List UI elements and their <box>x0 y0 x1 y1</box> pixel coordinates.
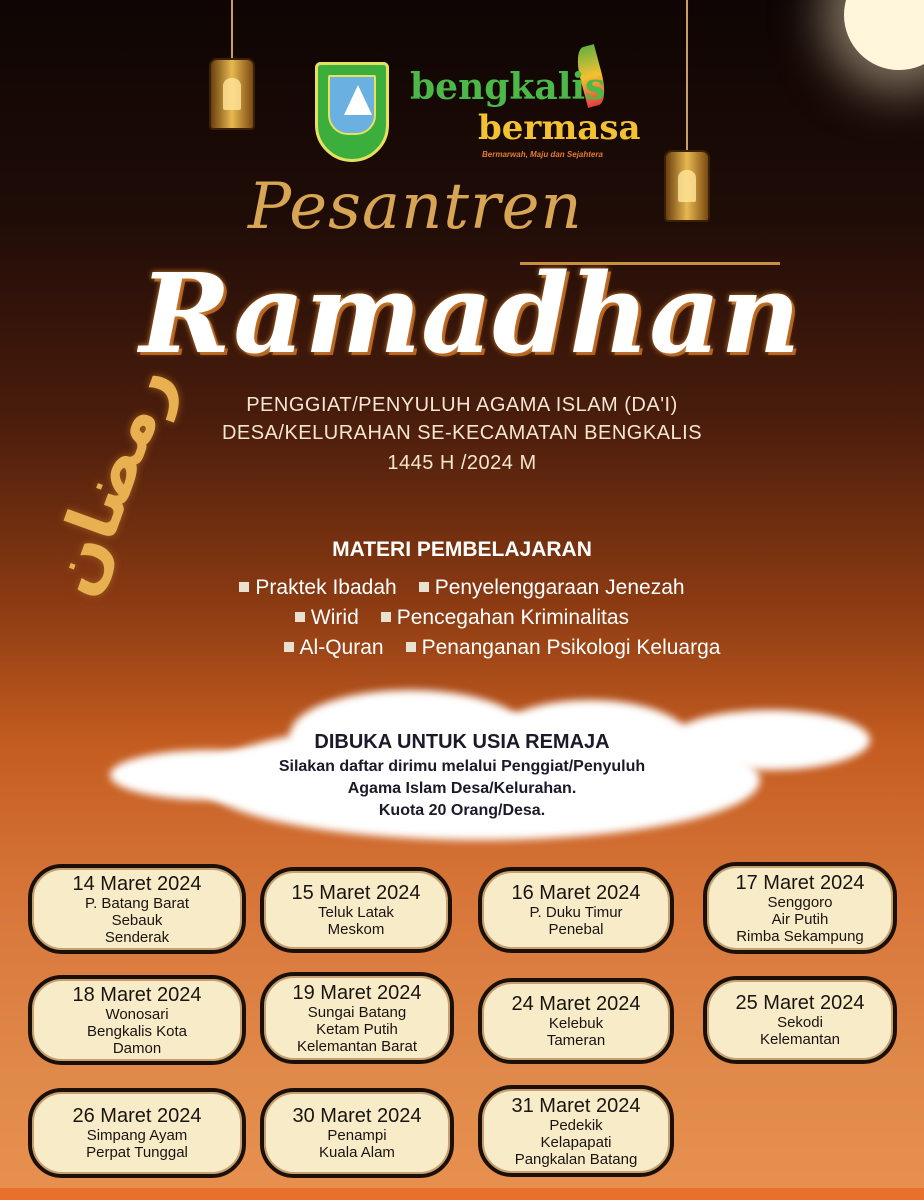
schedule-place: Wonosari <box>105 1005 169 1023</box>
notice-line: Silakan daftar dirimu melalui Penggiat/Penyuluh <box>278 758 646 775</box>
notice-line: Agama Islam Desa/Kelurahan. <box>347 780 577 797</box>
schedule-box <box>260 867 452 953</box>
schedule-place: Ketam Putih <box>316 1020 398 1038</box>
schedule-place: Sebauk <box>111 911 163 929</box>
subtitle-line: 1445 H /2024 M <box>387 452 537 474</box>
schedule-place: Pedekik <box>549 1116 603 1134</box>
schedule-place: Kelapapati <box>540 1133 612 1151</box>
schedule-date: 25 Maret 2024 <box>735 992 865 1014</box>
lantern-icon <box>207 0 257 130</box>
schedule-place: Senderak <box>104 928 170 946</box>
schedule-place: Damon <box>112 1039 162 1057</box>
materi-title: MATERI PEMBELAJARAN <box>332 538 592 561</box>
schedule-date: 24 Maret 2024 <box>511 993 641 1015</box>
schedule-place: Air Putih <box>771 910 829 928</box>
materi-item: Pencegahan Kriminalitas <box>381 605 629 630</box>
schedule-box <box>703 976 897 1064</box>
schedule-place: Teluk Latak <box>318 904 394 921</box>
schedule-place: Penampi <box>327 1127 387 1144</box>
schedule-place: Kelebuk <box>548 1015 604 1032</box>
schedule-date: 30 Maret 2024 <box>292 1105 422 1127</box>
schedule-place: Penebal <box>548 921 604 938</box>
moon-decoration <box>844 0 924 70</box>
schedule-box <box>260 972 454 1064</box>
materi-item: Wirid <box>295 605 359 630</box>
schedule-box <box>28 1088 246 1178</box>
schedule-date: 18 Maret 2024 <box>72 983 202 1006</box>
schedule-place: P. Batang Barat <box>85 894 189 912</box>
materi-item: Penyelenggaraan Jenezah <box>419 575 685 600</box>
subtitle-line: DESA/KELURAHAN SE-KECAMATAN BENGKALIS <box>221 422 703 444</box>
schedule-place: Pangkalan Batang <box>514 1150 638 1168</box>
schedule-box <box>478 867 674 953</box>
lantern-icon <box>662 0 712 222</box>
schedule-date: 15 Maret 2024 <box>291 882 421 904</box>
schedule-box <box>28 975 246 1065</box>
materi-item: Al-Quran <box>284 635 384 660</box>
schedule-place: Bengkalis Kota <box>86 1022 188 1040</box>
materi-row <box>0 605 924 630</box>
brand-tagline: Bermarwah, Maju dan Sejahtera <box>482 150 603 159</box>
schedule-date: 16 Maret 2024 <box>511 882 641 904</box>
bengkalis-regency-emblem <box>315 62 389 162</box>
schedule-place: P. Duku Timur <box>529 904 623 921</box>
brand-line1: bengkalis <box>410 66 606 108</box>
schedule-place: Sungai Batang <box>307 1003 407 1021</box>
schedule-place: Kuala Alam <box>319 1144 395 1161</box>
materi-row <box>40 635 924 660</box>
brand-line2: bermasa <box>478 108 641 148</box>
ramadan-calligraphy: رمضان <box>29 353 189 607</box>
schedule-place: Kelemantan <box>759 1031 841 1048</box>
schedule-place: Perpat Tunggal <box>86 1144 188 1161</box>
schedule-box <box>260 1088 454 1178</box>
schedule-place: Tameran <box>546 1032 606 1049</box>
notice-heading: DIBUKA UNTUK USIA REMAJA <box>314 731 610 753</box>
materi-item: Praktek Ibadah <box>239 575 396 600</box>
materi-item: Penanganan Psikologi Keluarga <box>406 635 721 660</box>
schedule-place: Sekodi <box>777 1014 823 1031</box>
schedule-place: Rimba Sekampung <box>736 927 864 945</box>
schedule-place: Simpang Ayam <box>86 1127 188 1144</box>
subtitle-line: PENGGIAT/PENYULUH AGAMA ISLAM (DA'I) <box>246 394 678 416</box>
schedule-place: Meskom <box>327 921 385 938</box>
schedule-date: 14 Maret 2024 <box>72 872 202 895</box>
schedule-box <box>478 978 674 1064</box>
footer-bar <box>0 1188 924 1200</box>
schedule-date: 31 Maret 2024 <box>511 1094 641 1117</box>
schedule-box <box>478 1085 674 1177</box>
title-pesantren: Pesantren <box>248 170 583 244</box>
schedule-date: 19 Maret 2024 <box>292 981 422 1004</box>
schedule-place: Kelemantan Barat <box>296 1037 418 1055</box>
schedule-date: 26 Maret 2024 <box>72 1105 202 1127</box>
schedule-box <box>28 864 246 954</box>
bengkalis-bermasa-logo <box>410 50 640 170</box>
schedule-date: 17 Maret 2024 <box>735 871 865 894</box>
materi-row <box>0 575 924 600</box>
notice-line: Kuota 20 Orang/Desa. <box>378 802 546 819</box>
title-ramadhan: Ramadhan <box>139 249 801 378</box>
schedule-box <box>703 862 897 954</box>
schedule-place: Senggoro <box>767 893 833 911</box>
